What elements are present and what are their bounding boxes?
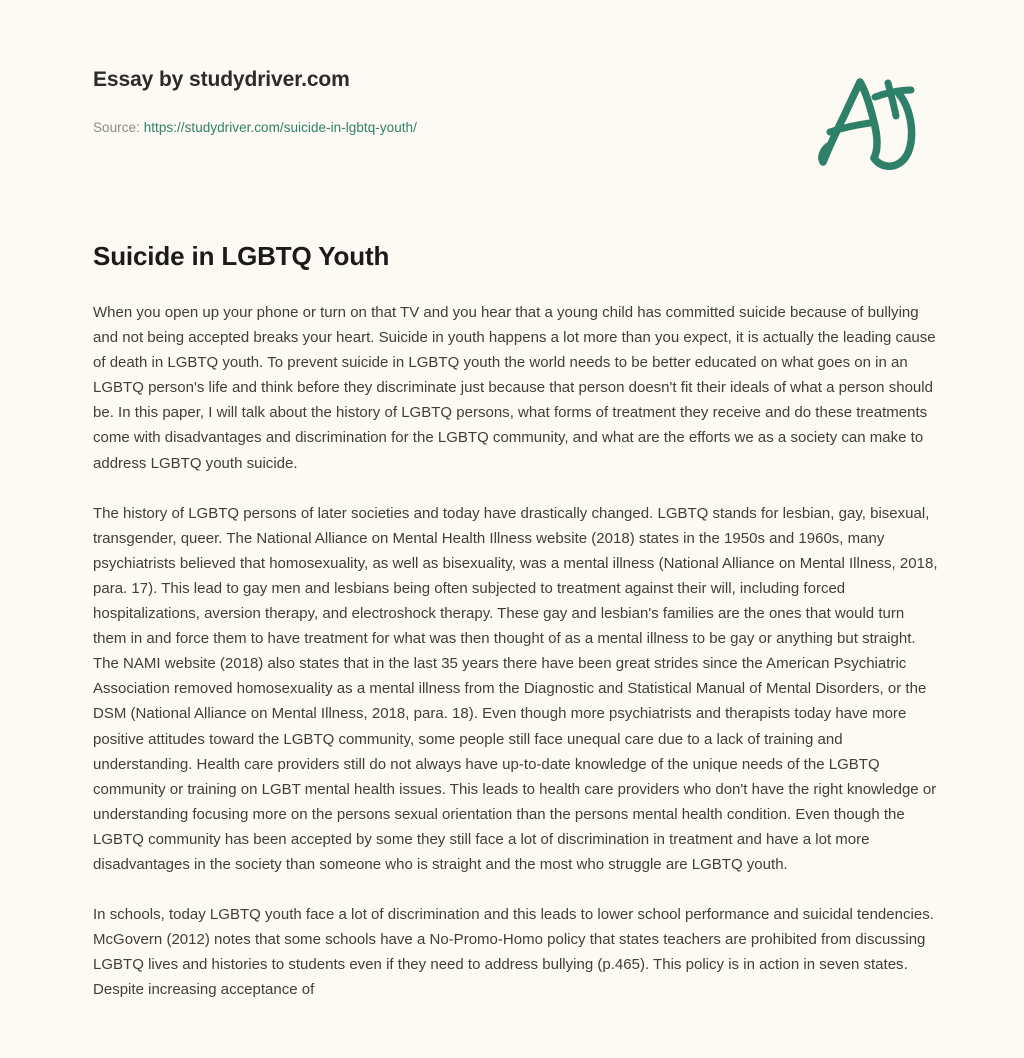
paragraph: In schools, today LGBTQ youth face a lot of discrimination and this leads to lower school performance and suicidal tendencies. McGovern (2012) notes that some schools have a No-Promo-Homo policy that states teachers are prohibited from discussing LGBTQ lives and histories to students even if they need to address bullying (p.465). This policy is in action in seven states. Despite increasing acceptance of	[93, 906, 934, 999]
paragraph: The history of LGBTQ persons of later societies and today have drastically changed. LGBTQ stands for lesbian, gay, bisexual, transgender, queer. The National Alliance on Mental Health Illness website (2018) states in the 1950s and 1960s, many psychiatrists believed that homosexuality, as well as bisexuality, was a mental illness (National Alliance on Mental Illness, 2018, para. 17). This lead to gay men and lesbians being often subjected to treatment against their will, including forced hospitalizations, aversion therapy, and electroshock therapy. These gay and lesbian's families are the ones that would turn them in and force them to have treatment for what was then thought of as a mental illness to be gay or anything but straight. The NAMI website (2018) also states that in the last 35 years there have been great strides since the American Psychiatric Association removed homosexuality as a mental illness from the Diagnostic and Statistical Manual of Mental Disorders, or the DSM (National Alliance on Mental Illness, 2018, para. 18). Even though more psychiatrists and therapists today have more positive attitudes toward the LGBTQ community, some people still face unequal care due to a lack of training and understanding. Health care providers still do not always have up-to-date knowledge of the unique needs of the LGBTQ community or training on LGBT mental health issues. This leads to health care providers who don't have the right knowledge or understanding focusing more on the persons sexual orientation than the persons mental health condition. Even though the LGBTQ community has been accepted by some they still face a lot of discrimination in treatment and have a lot more disadvantages in the society than someone who is straight and the most who struggle are LGBTQ youth.	[93, 504, 938, 873]
page-title: Suicide in LGBTQ Youth	[93, 241, 390, 271]
source-label: Source:	[93, 120, 140, 135]
source-line	[93, 120, 417, 135]
source-url-link[interactable]: https://studydriver.com/suicide-in-lgbtq-youth/	[143, 120, 417, 135]
a-plus-logo-icon	[812, 66, 924, 172]
essay-text	[93, 300, 938, 1002]
paragraph: When you open up your phone or turn on that TV and you hear that a young child has committed suicide because of bullying and not being accepted breaks your heart. Suicide in youth happens a lot more than you expect, it is actually the leading cause of death in LGBTQ youth. To prevent suicide in LGBTQ youth the world needs to be better educated on what goes on in an LGBTQ person's life and think before they discriminate just because that person doesn't fit their ideals of what a person should be. In this paper, I will talk about the history of LGBTQ persons, what forms of treatment they receive and do these treatments come with disadvantages and discrimination for the LGBTQ community, and what are the efforts we as a society can make to address LGBTQ youth suicide.	[93, 304, 936, 472]
essay-byline: Essay by studydriver.com	[93, 68, 350, 91]
article-body	[93, 240, 938, 1002]
document-header	[0, 0, 1024, 200]
